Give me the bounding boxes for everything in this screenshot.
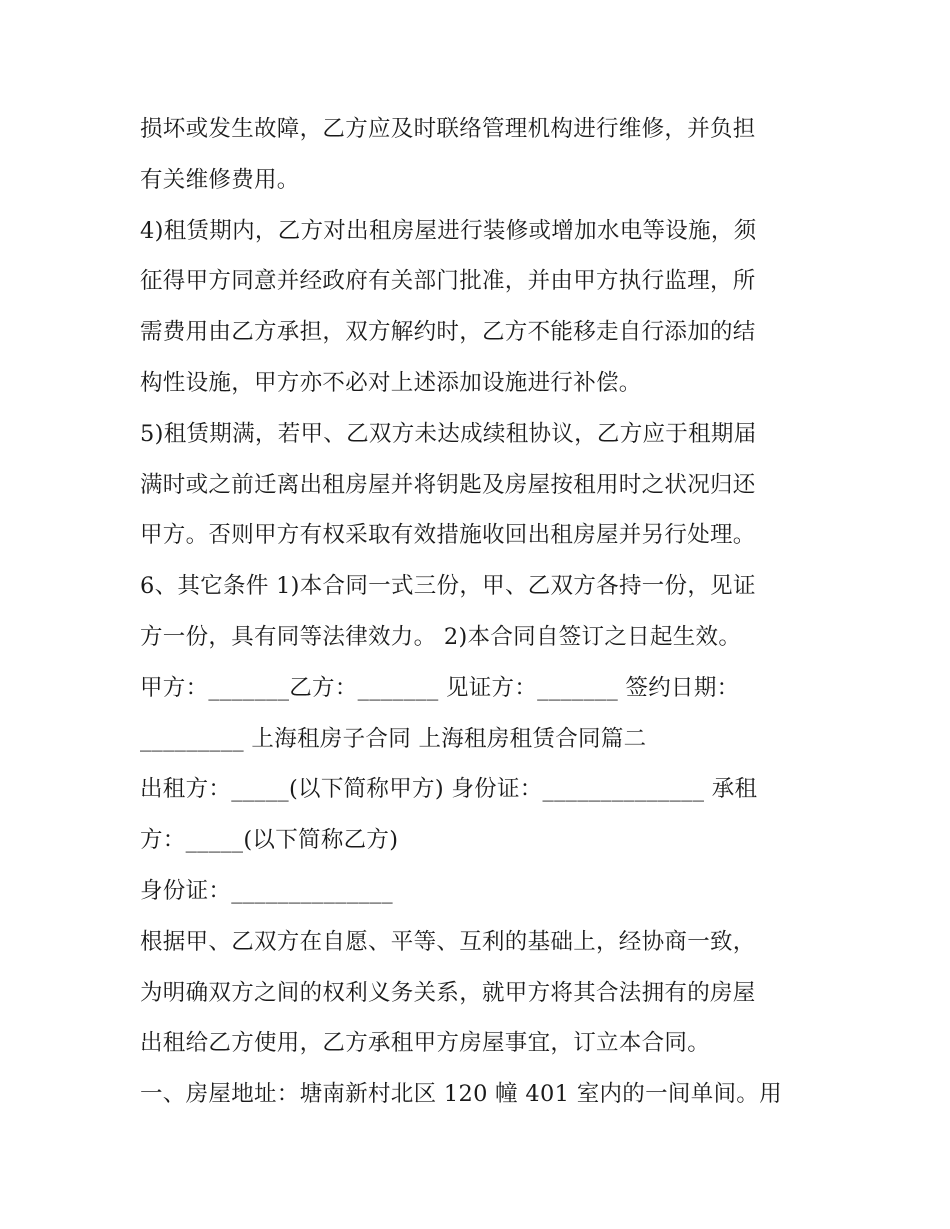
text-line: 方一份，具有同等法律效力。 2)本合同自签订之日起生效。 bbox=[140, 623, 742, 650]
text-line: 为明确双方之间的权利义务关系，就甲方将其合法拥有的房屋 bbox=[140, 979, 756, 1006]
text-line: 甲方：_______乙方：_______ 见证方：_______ 签约日期： bbox=[140, 674, 740, 701]
text-line: 满时或之前迁离出租房屋并将钥匙及房屋按租用时之状况归还 bbox=[140, 471, 756, 498]
text-line: 需费用由乙方承担，双方解约时，乙方不能移走自行添加的结 bbox=[140, 319, 756, 346]
text-line: 出租方：_____(以下简称甲方) 身份证：______________ 承租 bbox=[140, 776, 758, 803]
text-line: 出租给乙方使用，乙方承租甲方房屋事宜，订立本合同。 bbox=[140, 1030, 711, 1057]
text-line: 根据甲、乙双方在自愿、平等、互利的基础上，经协商一致， bbox=[140, 928, 756, 955]
text-line: 损坏或发生故障，乙方应及时联络管理机构进行维修，并负担 bbox=[140, 116, 756, 142]
text-line: 5)租赁期满，若甲、乙双方未达成续租协议，乙方应于租期届 bbox=[140, 420, 757, 447]
text-line: 方：_____(以下简称乙方) bbox=[140, 827, 399, 854]
text-line: _________ 上海租房子合同 上海租房租赁合同篇二 bbox=[140, 725, 647, 752]
document-body bbox=[140, 104, 820, 1120]
text-line: 征得甲方同意并经政府有关部门批准，并由甲方执行监理，所 bbox=[140, 268, 756, 295]
text-line: 甲方。否则甲方有权采取有效措施收回出租房屋并另行处理。 bbox=[140, 522, 756, 549]
text-line: 4)租赁期内，乙方对出租房屋进行装修或增加水电等设施，须 bbox=[140, 217, 757, 244]
text-line: 构性设施，甲方亦不必对上述添加设施进行补偿。 bbox=[140, 369, 642, 396]
text-line: 一、房屋地址：塘南新村北区 120 幢 401 室内的一间单间。用 bbox=[140, 1081, 782, 1108]
text-line: 身份证：______________ bbox=[140, 877, 393, 904]
text-line: 6、其它条件 1)本合同一式三份，甲、乙双方各持一份，见证 bbox=[140, 573, 756, 600]
text-line: 有关维修费用。 bbox=[140, 166, 300, 193]
